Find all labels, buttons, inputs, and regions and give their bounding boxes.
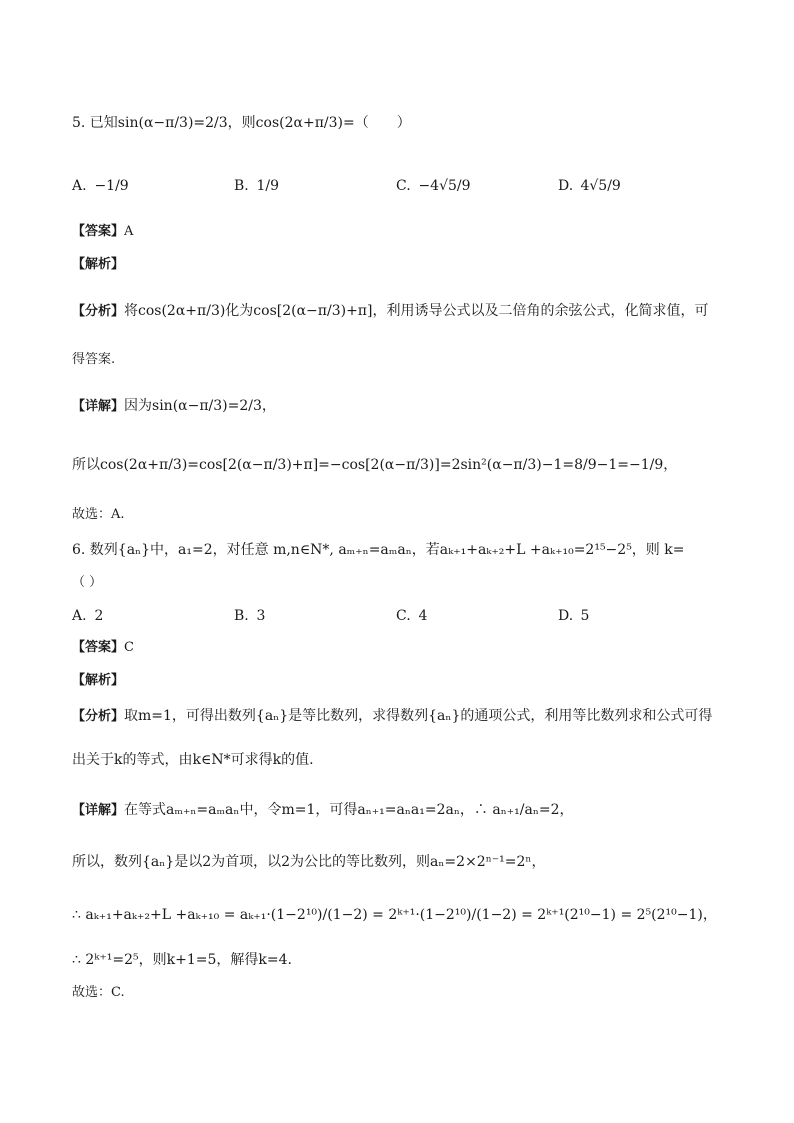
q6-xiangjie-line2: 所以，数列{aₙ}是以2为首项，以2为公比的等比数列，则aₙ=2×2ⁿ⁻¹=2ⁿ， <box>72 854 546 870</box>
fenxi-text: 取m=1，可得出数列{aₙ}是等比数列，求得数列{aₙ}的通项公式，利用等比数列求和公式可得 <box>124 708 713 724</box>
answer-value: A <box>124 224 134 239</box>
q6-analysis-label: 【解析】 <box>72 673 125 688</box>
option-label: A. <box>72 608 87 624</box>
q5-option-a <box>72 176 129 196</box>
q5-stem: 5. 已知sin(α−π/3)=2/3，则cos(2α+π/3)=（ ） <box>72 115 411 131</box>
q5-choose: 故选：A. <box>72 507 125 522</box>
q6-fenxi-line2: 出关于k的等式，由k∈N*可求得k的值. <box>72 752 314 768</box>
option-value: 2 <box>94 608 104 624</box>
option-label: C. <box>396 608 411 624</box>
option-value: 1/9 <box>256 178 279 194</box>
q6-fenxi-line1 <box>72 706 712 727</box>
q5-option-b <box>234 176 279 196</box>
option-label: D. <box>558 608 574 624</box>
q5-xiangjie-line2: 所以cos(2α+π/3)=cos[2(α−π/3)+π]=−cos[2(α−π/3)]=2sin²(α−π/3)−1=8/9−1=−1/9， <box>72 457 678 473</box>
answer-value: C <box>124 640 134 655</box>
option-value: 4√5/9 <box>580 178 621 194</box>
q6-option-d <box>558 606 589 626</box>
q6-option-a <box>72 606 103 626</box>
answer-label: 【答案】 <box>72 640 125 655</box>
q6-option-b <box>234 606 265 626</box>
q6-xiangjie-line4: ∴ 2ᵏ⁺¹=2⁵，则k+1=5，解得k=4. <box>72 952 292 968</box>
fenxi-label: 【分析】 <box>72 709 125 724</box>
q6-xiangjie-line3: ∴ aₖ₊₁+aₖ₊₂+L +aₖ₊₁₀ = aₖ₊₁·(1−2¹⁰)/(1−2) = 2ᵏ⁺¹·(1−2¹⁰)/(1−2) = 2ᵏ⁺¹(2¹⁰−1) = 2⁵(2¹⁰−1)， <box>72 907 717 923</box>
q5-fenxi-line2: 得答案. <box>72 352 116 367</box>
option-label: B. <box>234 178 249 194</box>
xiangjie-text: 在等式aₘ₊ₙ=aₘaₙ中，令m=1，可得aₙ₊₁=aₙa₁=2aₙ，∴ aₙ₊₁/aₙ=2， <box>124 802 574 818</box>
q6-option-c <box>396 606 427 626</box>
q5-option-c <box>396 176 471 196</box>
option-label: D. <box>558 178 574 194</box>
option-value: 5 <box>580 608 590 624</box>
q6-choose: 故选：C. <box>72 985 125 1000</box>
xiangjie-text: 因为sin(α−π/3)=2/3， <box>124 398 276 414</box>
q6-answer <box>72 638 134 658</box>
option-value: 3 <box>256 608 266 624</box>
option-label: C. <box>396 178 411 194</box>
xiangjie-label: 【详解】 <box>72 803 125 818</box>
q5-answer <box>72 222 133 242</box>
option-value: −4√5/9 <box>418 178 471 194</box>
q6-xiangjie-line1 <box>72 800 574 821</box>
option-value: −1/9 <box>94 178 129 194</box>
fenxi-text: 将cos(2α+π/3)化为cos[2(α−π/3)+π]，利用诱导公式以及二倍角的余弦公式，化简求值，可 <box>124 303 709 319</box>
option-label: B. <box>234 608 249 624</box>
xiangjie-label: 【详解】 <box>72 399 125 414</box>
option-label: A. <box>72 178 87 194</box>
q5-option-d <box>558 176 621 196</box>
q5-xiangjie-line1 <box>72 396 276 417</box>
q6-stem-line2: （ ） <box>72 575 103 590</box>
q5-fenxi-line1 <box>72 301 708 322</box>
fenxi-label: 【分析】 <box>72 304 125 319</box>
option-value: 4 <box>418 608 428 624</box>
q5-analysis-label: 【解析】 <box>72 257 125 272</box>
q6-stem-line1: 6. 数列{aₙ}中，a₁=2，对任意 m,n∈N*, aₘ₊ₙ=aₘaₙ，若aₖ₊₁+aₖ₊₂+L +aₖ₊₁₀=2¹⁵−2⁵，则 k= <box>72 542 685 558</box>
answer-label: 【答案】 <box>72 224 125 239</box>
